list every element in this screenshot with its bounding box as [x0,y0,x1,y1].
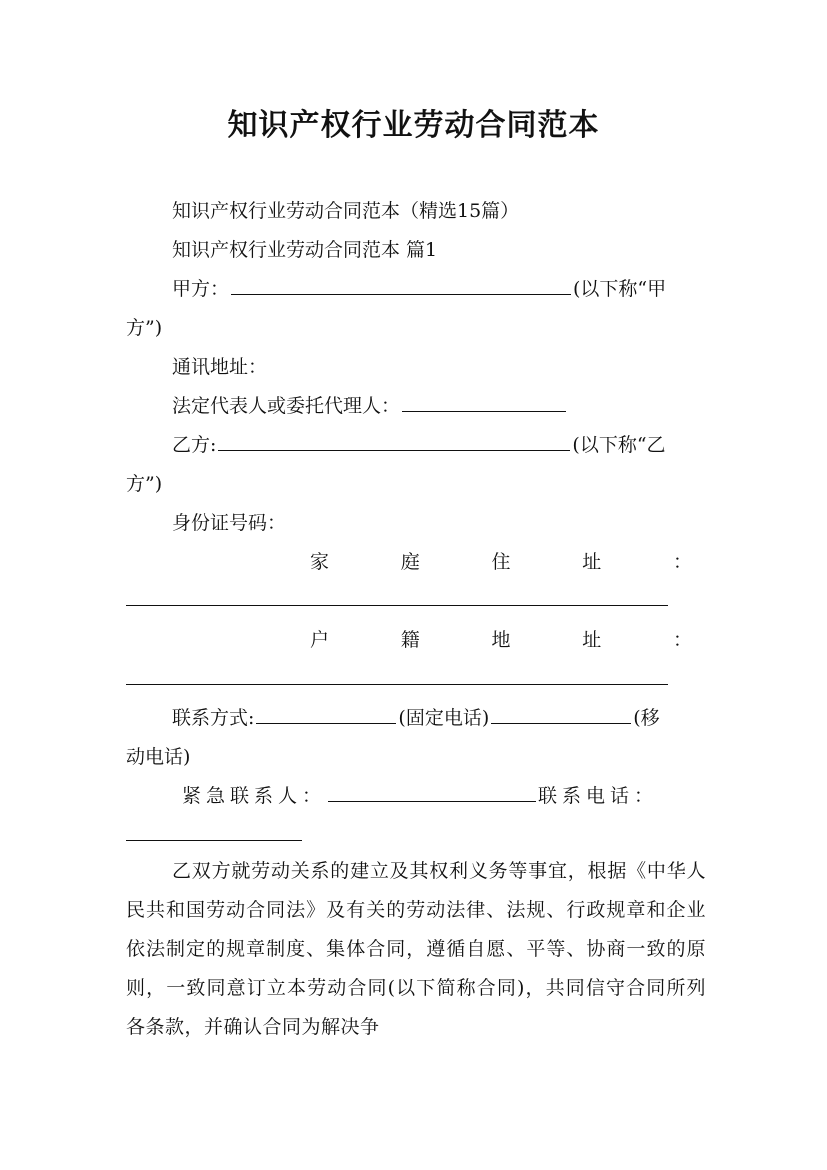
home-address-char: 庭 [400,551,420,573]
party-a-blank [231,275,571,295]
address-label: 通讯地址： [172,356,268,378]
subtitle: 知识产权行业劳动合同范本（精选15篇） [172,200,520,222]
household-char: 地 [491,629,511,651]
emergency-phone-blank [126,840,302,841]
home-address-blank [126,605,668,606]
party-b-blank [218,431,570,451]
mobile-phone-label: (移 [633,707,660,729]
emergency-contact-blank [328,782,536,802]
section-heading: 知识产权行业劳动合同范本 篇1 [172,239,438,261]
legal-rep-label: 法定代表人或委托代理人： [172,395,401,417]
fixed-phone-blank [256,704,396,724]
party-a-suffix-wrap: 方”) [126,317,163,339]
household-char: ： [672,629,692,651]
party-a-line [172,275,666,303]
home-address-char: ： [672,551,692,573]
legal-rep-blank [402,392,566,412]
party-b-line [172,431,666,459]
id-label: 身份证号码： [172,512,287,534]
contact-label: 联系方式: [172,707,255,729]
emergency-line [182,782,658,810]
document-title: 知识产权行业劳动合同范本 [227,108,600,143]
body-paragraph: 乙双方就劳动关系的建立及其权利义务等事宜，根据《中华人民共和国劳动合同法》及有关的劳动法律、法规、行政规章和企业依法制定的规章制度、集体合同，遵循自愿、平等、协商一致的原则，一致同意订立本劳动合同(以下简称合同)，共同信守合同所列各条款，并确认合同为解决争 [126,860,706,1038]
household-label [172,626,692,654]
household-char: 址 [582,629,602,651]
home-address-char: 住 [491,551,511,573]
party-a-suffix: (以下称“甲 [573,278,667,300]
home-address-char: 址 [582,551,602,573]
party-b-label: 乙方: [172,434,217,456]
fixed-phone-label: (固定电话) [398,707,490,729]
legal-rep-line [172,392,568,420]
party-b-suffix-wrap: 方”) [126,473,163,495]
mobile-phone-blank [491,704,631,724]
party-a-label: 甲方： [172,278,230,300]
household-char: 籍 [400,629,420,651]
home-address-char: 家 [310,551,330,573]
mobile-phone-wrap: 动电话) [126,746,191,768]
emergency-phone-label: 联系电话： [538,785,659,807]
household-blank [126,684,668,685]
household-char: 户 [310,629,330,651]
contact-line [172,704,660,732]
home-address-label [172,548,692,576]
emergency-label: 紧急联系人： [182,785,327,807]
party-b-suffix: (以下称“乙 [572,434,666,456]
